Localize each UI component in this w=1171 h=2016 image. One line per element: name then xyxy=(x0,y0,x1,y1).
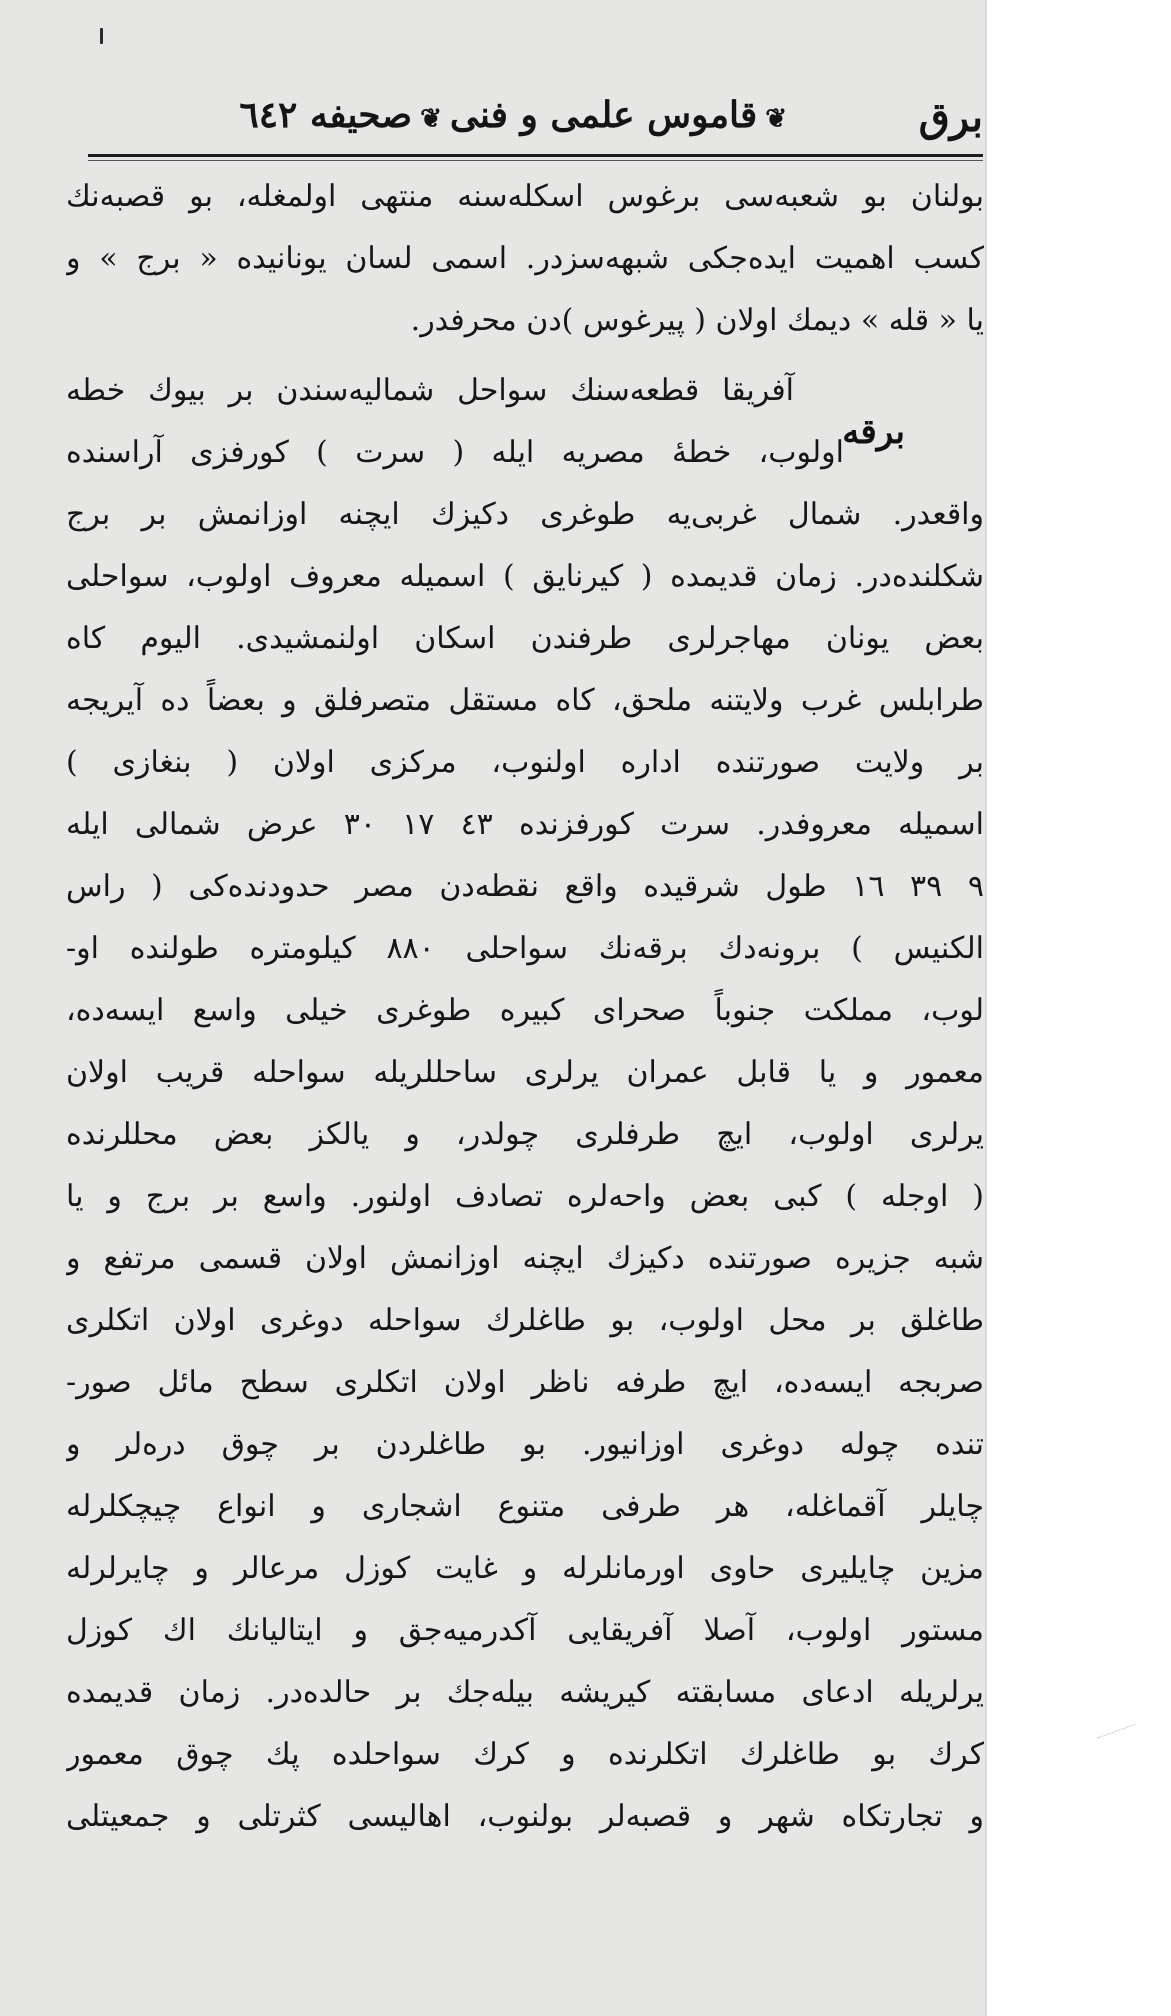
text-line: یا « قله » دیمك اولان ( پیرغوس )دن محرفدر. xyxy=(410,303,984,338)
text-line: یرلریله ادعای مسابقته کیریشه بیله‌جك بر حالده‌در. زمان قدیمده xyxy=(66,1675,984,1710)
text-line: بر ولایت صورتنده اداره اولنوب، مرکزی اولان ( بنغازی ) xyxy=(66,745,984,780)
text-line: اسمیله معروفدر. سرت کورفزنده ٤٣ ١٧ ٣٠ عرض شمالی ایله xyxy=(66,807,984,842)
text-line: معمور و یا قابل عمران یرلری ساحللریله سواحله قریب اولان xyxy=(66,1055,984,1090)
text-line: ٩ ٣٩ ١٦ طول شرقیده واقع نقطه‌دن مصر حدودنده‌کی ( راس xyxy=(66,869,984,904)
ornament-icon: ❦ xyxy=(420,104,442,134)
text-line: بولنان بو شعبه‌سی برغوس اسکله‌سنه منتهی اولمغله، بو قصبه‌نك xyxy=(66,179,984,214)
running-header xyxy=(88,86,983,152)
text-line: آفریقا قطعه‌سنك سواحل شمالیه‌سندن بر بیوك خطه xyxy=(66,373,794,408)
text-line: طاغلق بر محل اولوب، بو طاغلرك سواحله دوغری اولان اتکلری xyxy=(66,1303,984,1338)
text-line: بعض یونان مهاجرلری طرفندن اسکان اولنمشیدی. الیوم کاه xyxy=(66,621,984,656)
header-title-block xyxy=(239,94,795,136)
text-line: واقعدر. شمال غربی‌یه طوغری دکیزك ایچنه اوزانمش بر برج xyxy=(66,497,984,532)
text-line: الکنیس ) برونه‌دك برقه‌نك سواحلی ٨٨٠ کیلومتره طولنده او- xyxy=(66,931,984,966)
text-line: و تجارتکاه شهر و قصبه‌لر بولنوب، اهالیسی کثرتلی و جمعیتلی xyxy=(66,1799,984,1834)
header-rule xyxy=(88,154,983,157)
text-line: مستور اولوب، آصلا آفریقایی آکدرمیه‌جق و ایتالیانك اك کوزل xyxy=(66,1613,984,1648)
text-line: یرلری اولوب، ایچ طرفلری چولدر، و یالکز بعض محللرنده xyxy=(66,1117,984,1152)
header-page-label: صحیفه ٦٤٢ xyxy=(239,94,413,136)
text-line: طرابلس غرب ولایتنه ملحق، کاه مستقل متصرفلق و بعضاً ده آیریجه xyxy=(66,683,984,718)
header-entry-word: برق xyxy=(918,94,983,141)
text-line: کسب اهمیت ایده‌جکی شبهه‌سزدر. اسمی لسان یونانیده « برج » و xyxy=(66,241,984,276)
margin-mark xyxy=(100,28,103,44)
entry-headword: برقه xyxy=(842,412,905,452)
text-line: مزین چایلیری حاوی اورمانلرله و غایت کوزل مرعالر و چایرلرله xyxy=(66,1551,984,1586)
header-rule-thin xyxy=(88,160,983,161)
text-line: اولوب، خطهٔ مصریه ایله ( سرت ) کورفزی آراسنده xyxy=(66,435,844,470)
text-line: شکلنده‌در. زمان قدیمده ( کیرنایق ) اسمیله معروف اولوب، سواحلی xyxy=(66,559,984,594)
text-line: صربجه ایسه‌ده، ایچ طرفه ناظر اولان اتکلری سطح مائل صور- xyxy=(66,1365,984,1400)
text-line: لوب، مملکت جنوباً صحرای کبیره طوغری خیلی واسع ایسه‌ده، xyxy=(66,993,984,1028)
text-line: چایلر آقماغله، هر طرفی متنوع اشجاری و انواع چیچکلرله xyxy=(66,1489,984,1524)
text-line: تنده چوله دوغری اوزانیور. بو طاغلردن بر چوق دره‌لر و xyxy=(66,1427,984,1462)
text-line: ( اوجله ) کبی بعض واحه‌لره تصادف اولنور. واسع بر برج و یا xyxy=(66,1179,984,1214)
text-line: کرك بو طاغلرك اتکلرنده و کرك سواحلده پك چوق معمور xyxy=(66,1737,984,1772)
text-line: شبه جزیره صورتنده دکیزك ایچنه اوزانمش اولان قسمی مرتفع و xyxy=(66,1241,984,1276)
ornament-icon: ❦ xyxy=(765,104,787,134)
scan-artifact xyxy=(1098,1724,1143,1757)
header-title: قاموس علمی و فنی xyxy=(449,94,758,136)
